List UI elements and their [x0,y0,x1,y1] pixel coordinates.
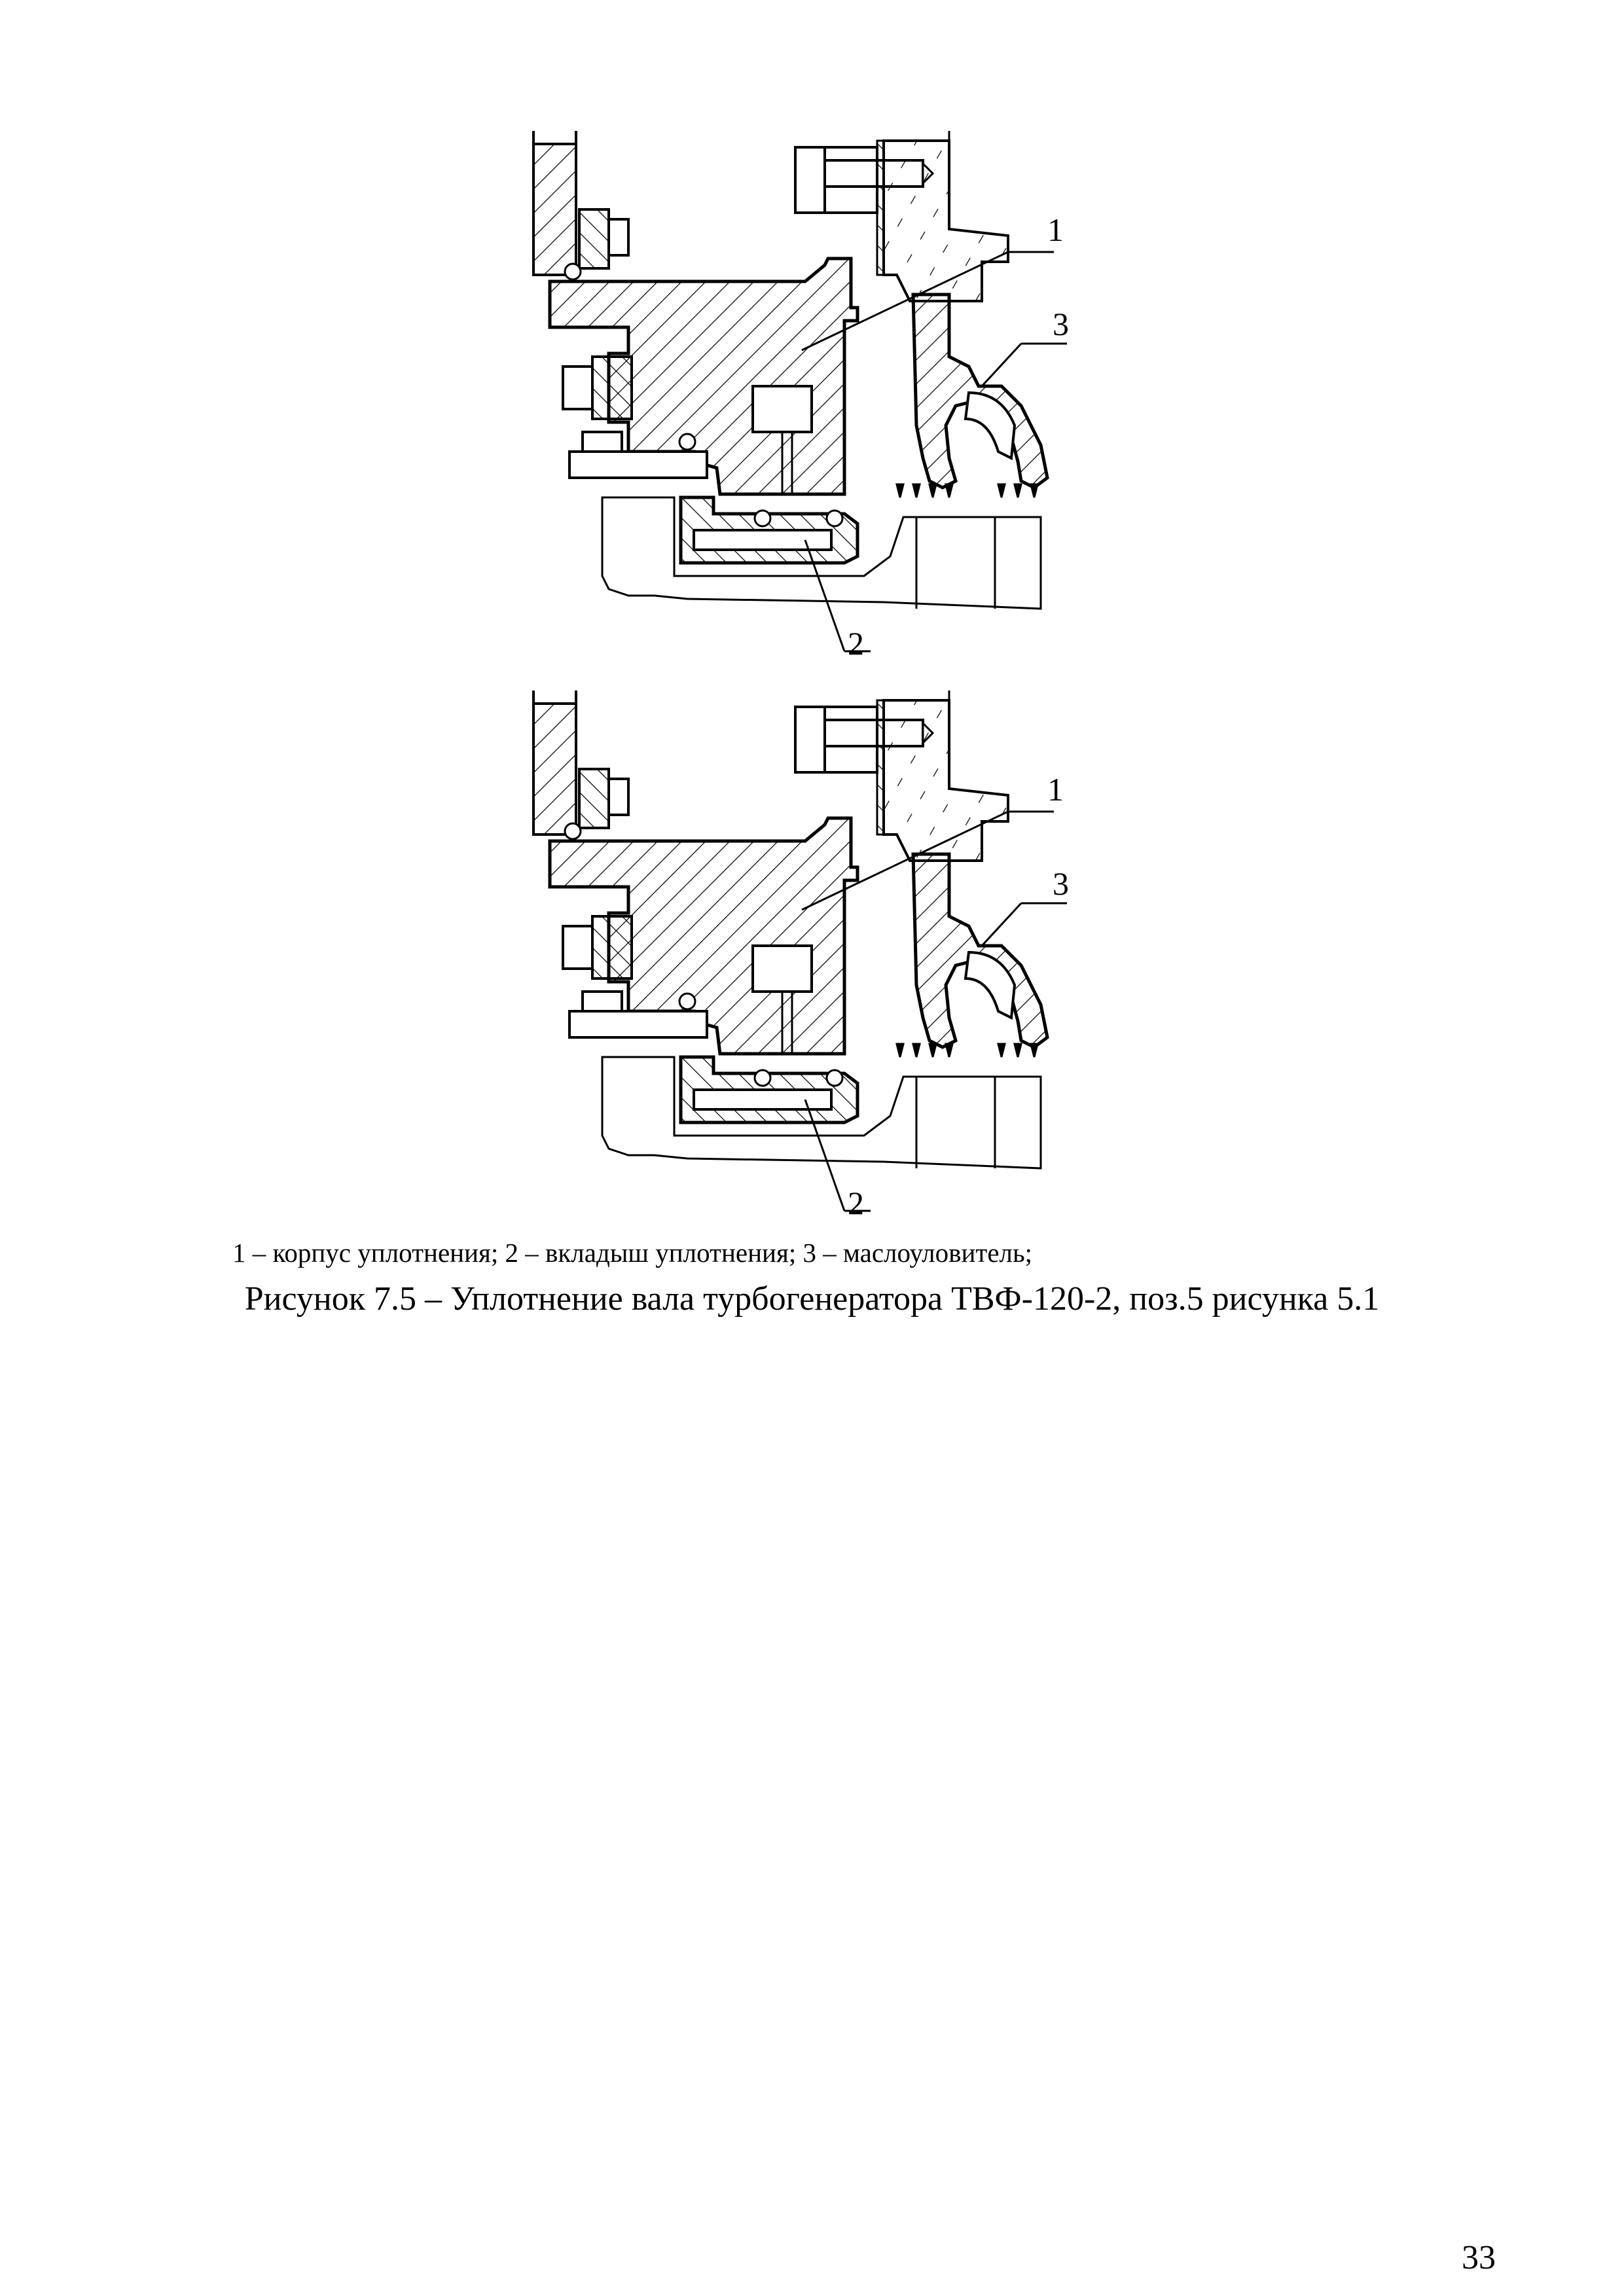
callout-1-lower: 1 [1047,771,1064,808]
callout-3-lower: 3 [1053,865,1069,902]
callout-2-upper: 2 [848,625,864,662]
figure-legend: 1 – корпус уплотнения; 2 – вкладыш уплотнения; 3 – маслоуловитель; [232,1238,1033,1268]
callout-3-upper: 3 [1053,306,1069,342]
page-number: 33 [1462,2239,1496,2276]
figure-caption: Рисунок 7.5 – Уплотнение вала турбогенератора ТВФ-120-2, поз.5 рисунка 5.1 [244,1280,1380,1318]
callout-1-upper: 1 [1047,211,1064,248]
callout-2-lower: 2 [848,1185,864,1221]
